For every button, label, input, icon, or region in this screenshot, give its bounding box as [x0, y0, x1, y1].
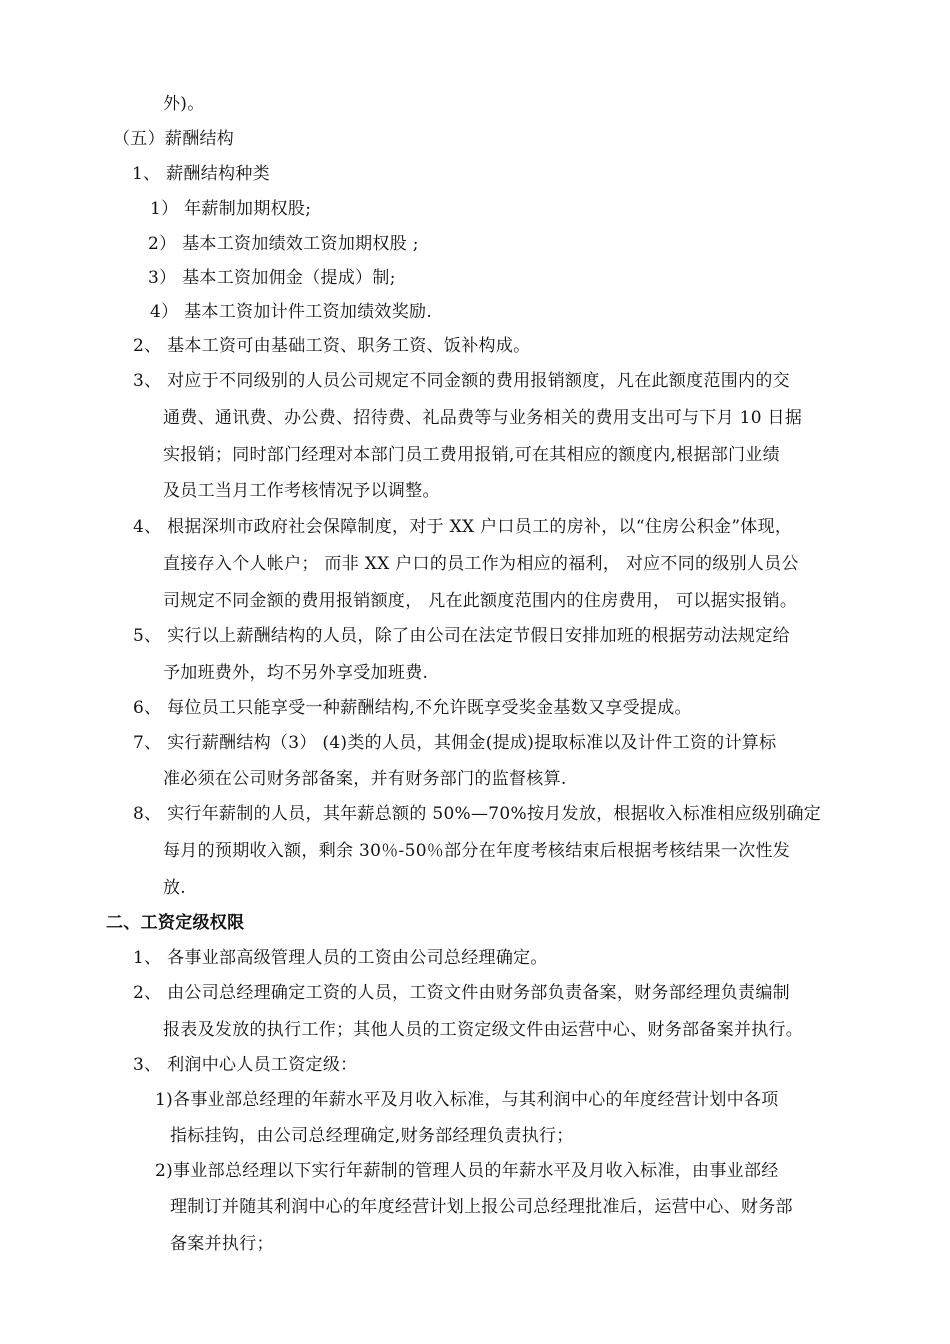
text-line: 指标挂钩，由公司总经理确定,财务部经理负责执行；: [170, 1126, 574, 1146]
list-item: 1、 薪酬结构种类: [132, 164, 270, 184]
list-item: 2、 由公司总经理确定工资的人员，工资文件由财务部负责备案，财务部经理负责编制: [133, 983, 790, 1003]
text-line: 通费、通讯费、办公费、招待费、礼品费等与业务相关的费用支出可与下月 10 日据: [163, 408, 803, 428]
list-item: 2、 基本工资可由基础工资、职务工资、饭补构成。: [133, 336, 531, 356]
sub-list-item: 2） 基本工资加绩效工资加期权股 ;: [148, 234, 419, 254]
text-line: 实报销；同时部门经理对本部门员工费用报销,可在其相应的额度内,根据部门业绩: [163, 445, 780, 465]
sub-list-item: 4） 基本工资加计件工资加绩效奖励.: [150, 302, 433, 322]
text-line: 外)。: [163, 94, 205, 114]
list-item: 8、 实行年薪制的人员，其年薪总额的 50%—70%按月发放，根据收入标准相应级别确定: [133, 804, 822, 824]
text-line: 备案并执行；: [170, 1234, 274, 1254]
section-heading: （五）薪酬结构: [113, 129, 235, 149]
list-item: 4、 根据深圳市政府社会保障制度，对于 XX 户口员工的房补，以“住房公积金”体现，: [133, 517, 793, 537]
list-item: 3、 利润中心人员工资定级：: [133, 1055, 358, 1075]
sub-list-item: 3） 基本工资加佣金（提成）制;: [148, 268, 396, 288]
text-line: 每月的预期收入额，剩余 30％-50％部分在年度考核结束后根据考核结果一次性发: [163, 841, 791, 861]
text-line: 予加班费外，均不另外享受加班费.: [163, 663, 429, 683]
sub-list-item: 2)事业部总经理以下实行年薪制的管理人员的年薪水平及月收入标准，由事业部经: [155, 1161, 779, 1181]
sub-list-item: 1)各事业部总经理的年薪水平及月收入标准，与其利润中心的年度经营计划中各项: [155, 1090, 779, 1110]
text-line: 报表及发放的执行工作；其他人员的工资定级文件由运营中心、财务部备案并执行。: [163, 1020, 804, 1040]
text-line: 准必须在公司财务部备案，并有财务部门的监督核算.: [163, 769, 567, 789]
text-line: 司规定不同金额的费用报销额度， 凡在此额度范围内的住房费用， 可以据实报销。: [163, 591, 798, 611]
text-line: 理制订并随其利润中心的年度经营计划上报公司总经理批准后，运营中心、财务部: [170, 1197, 793, 1217]
sub-list-item: 1） 年薪制加期权股;: [150, 199, 312, 219]
text-line: 放.: [163, 878, 187, 898]
list-item: 1、 各事业部高级管理人员的工资由公司总经理确定。: [133, 948, 548, 968]
list-item: 5、 实行以上薪酬结构的人员，除了由公司在法定节假日安排加班的根据劳动法规定给: [133, 626, 790, 646]
section-heading: 二、工资定级权限: [106, 913, 245, 933]
text-line: 直接存入个人帐户； 而非 XX 户口的员工作为相应的福利， 对应不同的级别人员公: [163, 554, 799, 574]
list-item: 6、 每位员工只能享受一种薪酬结构,不允许既享受奖金基数又享受提成。: [133, 698, 692, 718]
list-item: 7、 实行薪酬结构（3） (4)类的人员，其佣金(提成)提取标准以及计件工资的计算标: [133, 733, 777, 753]
text-line: 及员工当月工作考核情况予以调整。: [163, 481, 440, 501]
list-item: 3、 对应于不同级别的人员公司规定不同金额的费用报销额度，凡在此额度范围内的交: [133, 371, 790, 391]
